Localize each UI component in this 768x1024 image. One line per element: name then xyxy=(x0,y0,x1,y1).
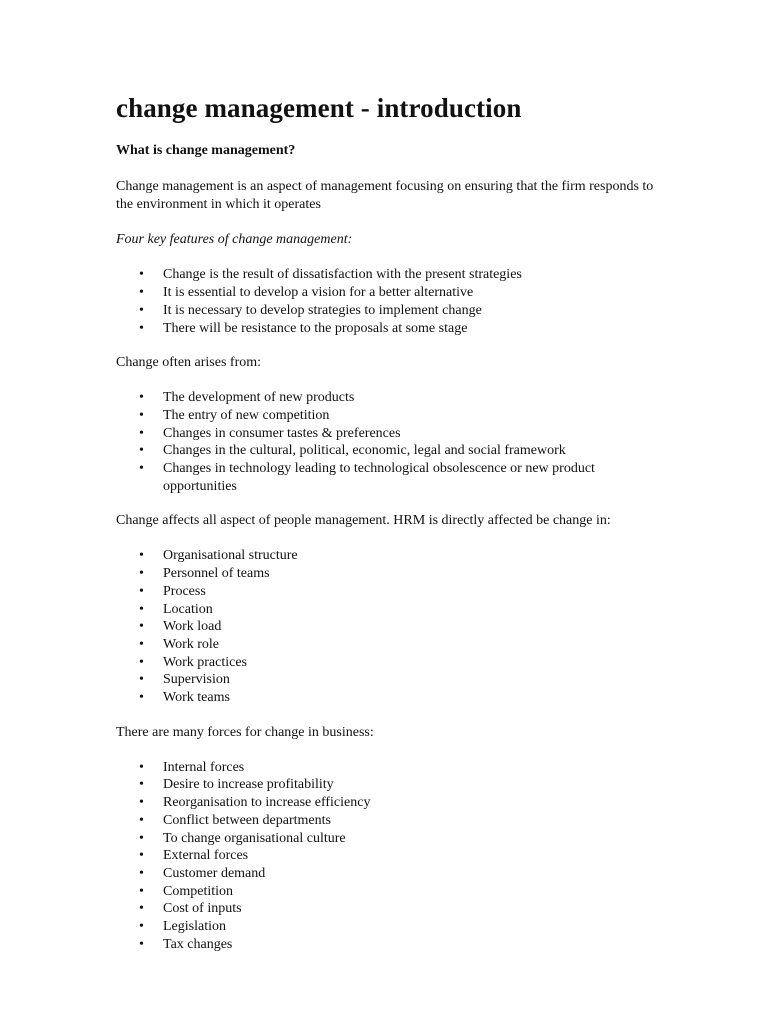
list-item xyxy=(116,284,656,302)
bullet-icon: • xyxy=(139,583,144,599)
list-item-text: External forces xyxy=(163,848,249,864)
list-item xyxy=(116,883,656,901)
list-item-text: The development of new products xyxy=(163,390,355,406)
features-heading: Four key features of change management: xyxy=(116,232,353,248)
list-item xyxy=(116,900,656,918)
list-item xyxy=(116,547,656,565)
list-item xyxy=(116,865,656,883)
features-list xyxy=(116,266,656,337)
bullet-icon: • xyxy=(139,654,144,670)
list-item xyxy=(116,759,656,777)
bullet-icon: • xyxy=(139,390,144,406)
list-item-text: Organisational structure xyxy=(163,548,298,564)
bullet-icon: • xyxy=(139,548,144,564)
bullet-icon: • xyxy=(139,320,144,336)
list-item-text: Location xyxy=(163,601,213,617)
list-item xyxy=(116,389,656,407)
list-item xyxy=(116,460,656,495)
list-item-text: Reorganisation to increase efficiency xyxy=(163,795,371,811)
list-item xyxy=(116,671,656,689)
forces-heading: There are many forces for change in business: xyxy=(116,724,374,740)
list-item xyxy=(116,320,656,338)
bullet-icon: • xyxy=(139,302,144,318)
bullet-icon: • xyxy=(139,919,144,935)
list-item-text: Work load xyxy=(163,619,222,635)
list-item-text: Legislation xyxy=(163,919,226,935)
bullet-icon: • xyxy=(139,619,144,635)
bullet-icon: • xyxy=(139,883,144,899)
list-item-text: There will be resistance to the proposals at some stage xyxy=(163,320,468,336)
list-item xyxy=(116,830,656,848)
list-item xyxy=(116,302,656,320)
list-item-text: Changes in the cultural, political, economic, legal and social framework xyxy=(163,443,566,459)
bullet-icon: • xyxy=(139,672,144,688)
bullet-icon: • xyxy=(139,759,144,775)
list-item-text: Desire to increase profitability xyxy=(163,777,334,793)
bullet-icon: • xyxy=(139,285,144,301)
list-item xyxy=(116,425,656,443)
arises-list xyxy=(116,389,656,495)
list-item-text: Process xyxy=(163,583,206,599)
bullet-icon: • xyxy=(139,795,144,811)
list-item-text: It is essential to develop a vision for a better alternative xyxy=(163,285,474,301)
forces-list xyxy=(116,759,656,954)
list-item xyxy=(116,618,656,636)
list-item xyxy=(116,936,656,954)
list-item xyxy=(116,442,656,460)
bullet-icon: • xyxy=(139,636,144,652)
page-title: change management - introduction xyxy=(116,93,522,123)
bullet-icon: • xyxy=(139,848,144,864)
list-item xyxy=(116,794,656,812)
list-item xyxy=(116,636,656,654)
list-item xyxy=(116,654,656,672)
list-item xyxy=(116,689,656,707)
list-item xyxy=(116,266,656,284)
list-item-text: It is necessary to develop strategies to implement change xyxy=(163,302,482,318)
list-item-text: Internal forces xyxy=(163,759,245,775)
list-item-text: Change is the result of dissatisfaction with the present strategies xyxy=(163,267,522,283)
list-item-text: The entry of new competition xyxy=(163,407,330,423)
bullet-icon: • xyxy=(139,936,144,952)
arises-heading: Change often arises from: xyxy=(116,355,262,371)
affects-list xyxy=(116,547,656,706)
bullet-icon: • xyxy=(139,865,144,881)
document-page xyxy=(116,92,656,970)
list-item-text: Cost of inputs xyxy=(163,901,242,917)
bullet-icon: • xyxy=(139,777,144,793)
list-item-text: Tax changes xyxy=(163,936,233,952)
bullet-icon: • xyxy=(139,901,144,917)
list-item-text: Supervision xyxy=(163,672,230,688)
bullet-icon: • xyxy=(139,830,144,846)
list-item xyxy=(116,407,656,425)
list-item-text: Competition xyxy=(163,883,233,899)
list-item-text: Changes in technology leading to technological obsolescence or new product opportunities xyxy=(163,461,595,494)
list-item-text: Work teams xyxy=(163,690,230,706)
bullet-icon: • xyxy=(139,425,144,441)
bullet-icon: • xyxy=(139,267,144,283)
bullet-icon: • xyxy=(139,443,144,459)
bullet-icon: • xyxy=(139,407,144,423)
list-item xyxy=(116,583,656,601)
list-item xyxy=(116,601,656,619)
question-heading: What is change management? xyxy=(116,143,296,159)
list-item-text: Work practices xyxy=(163,654,247,670)
bullet-icon: • xyxy=(139,566,144,582)
list-item-text: Changes in consumer tastes & preferences xyxy=(163,425,401,441)
list-item xyxy=(116,847,656,865)
definition-paragraph: Change management is an aspect of management focusing on ensuring that the firm responds to the environment in which it operates xyxy=(116,179,654,213)
list-item-text: Customer demand xyxy=(163,865,266,881)
bullet-icon: • xyxy=(139,601,144,617)
list-item xyxy=(116,918,656,936)
list-item-text: Conflict between departments xyxy=(163,812,331,828)
list-item-text: Personnel of teams xyxy=(163,566,270,582)
list-item xyxy=(116,812,656,830)
list-item-text: To change organisational culture xyxy=(163,830,346,846)
bullet-icon: • xyxy=(139,812,144,828)
list-item xyxy=(116,776,656,794)
bullet-icon: • xyxy=(139,690,144,706)
affects-heading: Change affects all aspect of people management. HRM is directly affected be change in: xyxy=(116,513,611,529)
bullet-icon: • xyxy=(139,461,144,477)
list-item xyxy=(116,565,656,583)
list-item-text: Work role xyxy=(163,636,220,652)
